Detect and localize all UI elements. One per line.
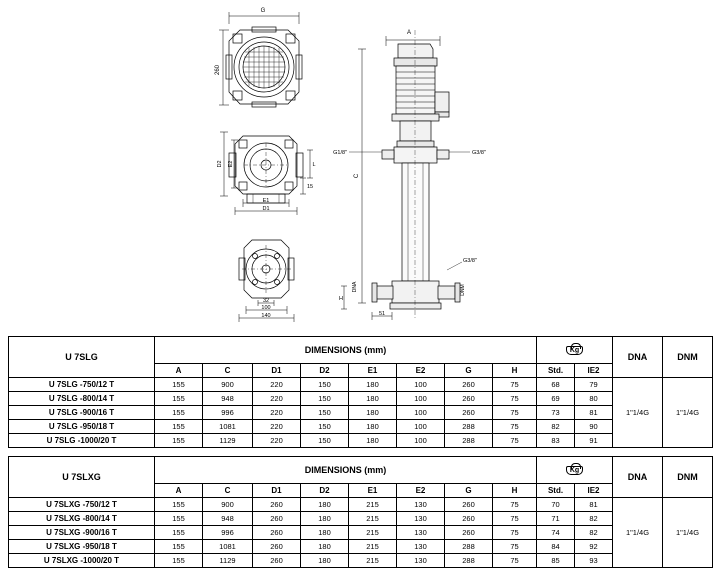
table1-row2-d2: 150 [301,406,349,420]
table1-model-header: U 7SLG [9,337,155,378]
table2-dna-value: 1"1/4G [613,498,663,568]
table2-row2-std: 74 [537,526,575,540]
table1-row4-a: 155 [155,434,203,448]
svg-text:140: 140 [261,313,271,319]
table1-col-std: Std. [537,364,575,378]
table1-col-ie2: IE2 [575,364,613,378]
table2-col-e1: E1 [349,484,397,498]
table2-row4-e1: 215 [349,554,397,568]
table1-row0-std: 68 [537,378,575,392]
table1-row0-a: 155 [155,378,203,392]
svg-text:DNM: DNM [460,284,466,296]
table-row [9,512,713,526]
table2-kg-header [537,457,613,484]
table1-dna-value: 1"1/4G [613,378,663,448]
table1-row4-d2: 150 [301,434,349,448]
svg-text:D1: D1 [262,206,270,212]
table2-row3-h: 75 [493,540,537,554]
table2-row2-ie2: 82 [575,526,613,540]
table1-row4-d1: 220 [253,434,301,448]
table1-row3-e2: 100 [397,420,445,434]
table1-row0-ie2: 79 [575,378,613,392]
table1-kg-header [537,337,613,364]
table2-row3-a: 155 [155,540,203,554]
svg-text:A: A [406,30,412,36]
table1-row4-model: U 7SLG -1000/20 T [9,434,155,448]
svg-text:DNA: DNA [352,281,358,293]
table2-row1-g: 260 [445,512,493,526]
table1-row3-c: 1081 [203,420,253,434]
table1-row3-e1: 180 [349,420,397,434]
svg-text:D2: D2 [217,160,223,168]
table1-row2-e1: 180 [349,406,397,420]
svg-text:L: L [312,162,316,168]
table2-row2-d1: 260 [253,526,301,540]
table1-dimensions-header: DIMENSIONS (mm) [155,337,537,364]
table1-row0-e1: 180 [349,378,397,392]
table1-col-e1: E1 [349,364,397,378]
table1-row2-e2: 100 [397,406,445,420]
svg-text:51: 51 [378,311,386,317]
table2-row1-e2: 130 [397,512,445,526]
table2-row4-std: 85 [537,554,575,568]
table2-row2-a: 155 [155,526,203,540]
svg-text:100: 100 [261,305,271,311]
table2-row1-model: U 7SLXG -800/14 T [9,512,155,526]
table2-row0-g: 260 [445,498,493,512]
table2-row4-c: 1129 [203,554,253,568]
table1-row1-model: U 7SLG -800/14 T [9,392,155,406]
table2-col-d2: D2 [301,484,349,498]
table1-row4-h: 75 [493,434,537,448]
table2-row0-d2: 180 [301,498,349,512]
table1-col-e2: E2 [397,364,445,378]
base-flange-view [239,240,294,322]
kg-icon: Kg [566,466,583,475]
table1-row4-ie2: 91 [575,434,613,448]
table2-col-ie2: IE2 [575,484,613,498]
table2-row1-std: 71 [537,512,575,526]
table2-row2-model: U 7SLXG -900/16 T [9,526,155,540]
svg-text:G: G [260,8,266,14]
table2-row2-d2: 180 [301,526,349,540]
top-plan-view [215,8,302,107]
table2-row4-model: U 7SLXG -1000/20 T [9,554,155,568]
svg-text:15: 15 [306,184,314,190]
table1-row2-a: 155 [155,406,203,420]
table2-row0-a: 155 [155,498,203,512]
table2-row1-c: 948 [203,512,253,526]
table1-col-d1: D1 [253,364,301,378]
svg-text:G1/8": G1/8" [333,150,347,156]
table2-row3-model: U 7SLXG -950/18 T [9,540,155,554]
table-separator [8,448,662,456]
table1-dna-header: DNA [613,337,663,378]
svg-text:C: C [354,173,360,179]
table2-row1-e1: 215 [349,512,397,526]
table-row [9,540,713,554]
table-row [9,526,713,540]
kg-icon: Kg [566,346,583,355]
table1-row2-model: U 7SLG -900/16 T [9,406,155,420]
table2-dimensions-header: DIMENSIONS (mm) [155,457,537,484]
table2-row4-g: 288 [445,554,493,568]
table-row [9,498,713,512]
table2-row3-c: 1081 [203,540,253,554]
table2-col-a: A [155,484,203,498]
table2-row1-d1: 260 [253,512,301,526]
table1-row1-a: 155 [155,392,203,406]
table2-row3-e2: 130 [397,540,445,554]
svg-text:G3/8": G3/8" [463,258,477,264]
table1-row2-ie2: 81 [575,406,613,420]
table1-row2-g: 260 [445,406,493,420]
svg-text:E1: E1 [262,198,270,204]
table2-row3-d2: 180 [301,540,349,554]
table2-row4-h: 75 [493,554,537,568]
table1-row0-h: 75 [493,378,537,392]
pump-head-plan-view [217,132,316,215]
table1-row2-d1: 220 [253,406,301,420]
table-row [9,420,713,434]
table1-row3-d2: 150 [301,420,349,434]
table2-row3-ie2: 92 [575,540,613,554]
table2-row3-e1: 215 [349,540,397,554]
svg-text:G3/8": G3/8" [472,150,486,156]
table1-row2-c: 996 [203,406,253,420]
table2-row1-ie2: 82 [575,512,613,526]
table2-col-std: Std. [537,484,575,498]
table1-row1-ie2: 80 [575,392,613,406]
table2-row2-c: 996 [203,526,253,540]
table2-row0-d1: 260 [253,498,301,512]
table-row [9,554,713,568]
table1-row1-g: 260 [445,392,493,406]
table2-row1-a: 155 [155,512,203,526]
table2-row4-d1: 260 [253,554,301,568]
table2-col-h: H [493,484,537,498]
table1-row1-d1: 220 [253,392,301,406]
table2-row0-e1: 215 [349,498,397,512]
table1-dnm-value: 1"1/4G [663,378,713,448]
table2-row2-e1: 215 [349,526,397,540]
table2-row0-c: 900 [203,498,253,512]
table1-row3-ie2: 90 [575,420,613,434]
table1-row3-d1: 220 [253,420,301,434]
table1-row0-c: 900 [203,378,253,392]
table2-row4-e2: 130 [397,554,445,568]
table1-row0-model: U 7SLG -750/12 T [9,378,155,392]
table1-row4-c: 1129 [203,434,253,448]
table2-dnm-header: DNM [663,457,713,498]
table1-row3-h: 75 [493,420,537,434]
table2-row0-e2: 130 [397,498,445,512]
table1-row0-d2: 150 [301,378,349,392]
table2-dnm-value: 1"1/4G [663,498,713,568]
table-u7slg [8,336,713,448]
table1-row1-d2: 150 [301,392,349,406]
table2-col-e2: E2 [397,484,445,498]
table1-row1-h: 75 [493,392,537,406]
table2-row1-h: 75 [493,512,537,526]
table1-row4-e2: 100 [397,434,445,448]
table1-row2-h: 75 [493,406,537,420]
table1-row1-e1: 180 [349,392,397,406]
dimension-tables [8,336,700,568]
table2-row3-std: 84 [537,540,575,554]
table1-row4-std: 83 [537,434,575,448]
table2-row2-g: 260 [445,526,493,540]
table2-row0-model: U 7SLXG -750/12 T [9,498,155,512]
table1-row3-a: 155 [155,420,203,434]
table1-dnm-header: DNM [663,337,713,378]
table2-dna-header: DNA [613,457,663,498]
table-row [9,406,713,420]
table1-row0-g: 260 [445,378,493,392]
table2-col-c: C [203,484,253,498]
table1-row3-model: U 7SLG -950/18 T [9,420,155,434]
table1-row4-g: 288 [445,434,493,448]
svg-text:32: 32 [262,298,270,304]
table-row [9,378,713,392]
table1-row1-c: 948 [203,392,253,406]
table1-row4-e1: 180 [349,434,397,448]
table1-col-a: A [155,364,203,378]
table1-row0-e2: 100 [397,378,445,392]
table2-row0-std: 70 [537,498,575,512]
table2-row0-h: 75 [493,498,537,512]
table2-row2-h: 75 [493,526,537,540]
table2-row4-a: 155 [155,554,203,568]
table1-row2-std: 73 [537,406,575,420]
table1-row1-std: 69 [537,392,575,406]
table2-row0-ie2: 81 [575,498,613,512]
table2-row1-d2: 180 [301,512,349,526]
table1-col-g: G [445,364,493,378]
table2-row2-e2: 130 [397,526,445,540]
side-elevation-view [333,30,486,320]
svg-text:260: 260 [215,64,221,76]
table2-row3-g: 288 [445,540,493,554]
table1-col-c: C [203,364,253,378]
table2-col-g: G [445,484,493,498]
table1-row1-e2: 100 [397,392,445,406]
table1-row3-g: 288 [445,420,493,434]
svg-text:E2: E2 [228,160,234,168]
table1-col-h: H [493,364,537,378]
svg-text:H: H [339,296,343,302]
table2-row3-d1: 260 [253,540,301,554]
table1-row0-d1: 220 [253,378,301,392]
table1-row3-std: 82 [537,420,575,434]
table-row [9,434,713,448]
table2-model-header: U 7SLXG [9,457,155,498]
table2-col-d1: D1 [253,484,301,498]
table2-row4-d2: 180 [301,554,349,568]
table1-col-d2: D2 [301,364,349,378]
table2-row4-ie2: 93 [575,554,613,568]
table-row [9,392,713,406]
table-u7slxg [8,456,713,568]
